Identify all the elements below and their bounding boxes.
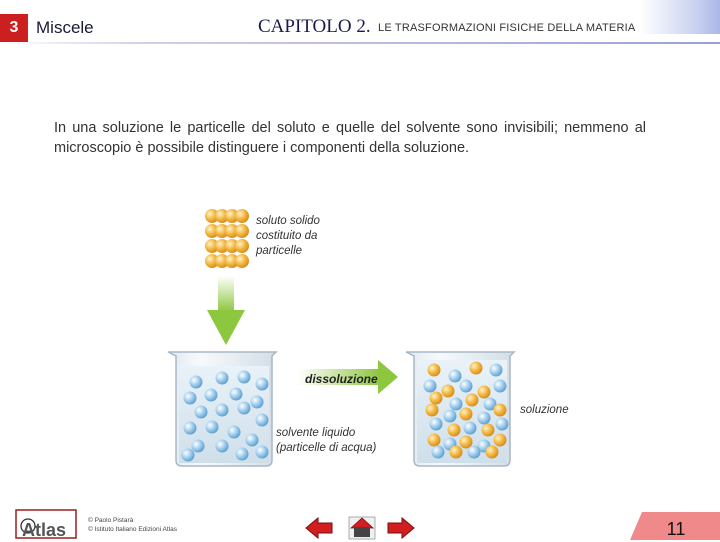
water-particle [192,440,205,453]
solute-particle [235,254,249,268]
water-particle [216,372,229,385]
water-particle [206,421,219,434]
solute-label: soluto solido costituito da particelle [256,215,320,257]
water-particle [460,380,473,393]
solute-particle [428,434,441,447]
solute-particle [470,362,483,375]
water-particle [430,418,443,431]
chapter-subtitle: LE TRASFORMAZIONI FISICHE DELLA MATERIA [378,22,636,34]
solvent-label: solvente liquido (particelle di acqua) [276,427,377,454]
water-particle [256,446,269,459]
solute-particle [442,385,455,398]
water-particle [184,422,197,435]
page-number: 11 [666,519,686,539]
chapter-title: CAPITOLO 2. [258,16,371,37]
water-particle [216,440,229,453]
water-particle [190,376,203,389]
solute-particle [494,434,507,447]
solute-particle [235,224,249,238]
water-particle [236,448,249,461]
prev-button[interactable] [306,518,332,538]
water-particle [444,410,457,423]
water-particle [184,392,197,405]
home-button[interactable] [349,517,375,539]
solute-particle [494,404,507,417]
logo-text: Atlas [22,520,67,540]
credit-block [88,516,177,534]
water-particle [238,371,251,384]
water-particle [205,389,218,402]
solute-particle [478,386,491,399]
water-particle [432,446,445,459]
chapter-number-badge: 3 [0,14,28,42]
water-particle [256,378,269,391]
water-particle [490,364,503,377]
dissolution-label: dissoluzione [305,372,378,386]
solution-label: soluzione [520,404,569,416]
left-arrow-icon [306,518,332,538]
water-particle [230,388,243,401]
water-particle [468,446,481,459]
solute-particle [460,408,473,421]
water-particle [478,412,491,425]
water-particle [251,396,264,409]
solute-particle [235,209,249,223]
credit-line-2: © Istituto Italiano Edizioni Atlas [88,526,177,533]
solute-particle [430,392,443,405]
solute-particle [428,364,441,377]
right-arrow-icon [388,518,414,538]
water-particle [496,418,509,431]
solute-particle [482,424,495,437]
atlas-logo [16,510,76,540]
section-title: Miscele [36,18,94,37]
water-particle [450,398,463,411]
water-particle [424,380,437,393]
water-particle [246,434,259,447]
solute-particle [486,446,499,459]
water-particle [464,422,477,435]
solute-particle [450,446,463,459]
next-button[interactable] [388,518,414,538]
water-particle [228,426,241,439]
solute-particle [466,394,479,407]
solute-particle [235,239,249,253]
water-particle [195,406,208,419]
down-arrow [207,276,245,345]
water-particle [256,414,269,427]
solute-particle [448,424,461,437]
solute-particle [426,404,439,417]
intro-paragraph: In una soluzione le particelle del soluto e quelle del solvente sono invisibili; nemmeno al microscopio è possibile distinguere i componenti della soluzione. [54,120,646,156]
water-particle [182,449,195,462]
water-particle [216,404,229,417]
solute-particles [205,209,249,268]
credit-line-1: © Paolo Pistarà [88,517,134,524]
water-particle [494,380,507,393]
water-particle [449,370,462,383]
water-particle [238,402,251,415]
